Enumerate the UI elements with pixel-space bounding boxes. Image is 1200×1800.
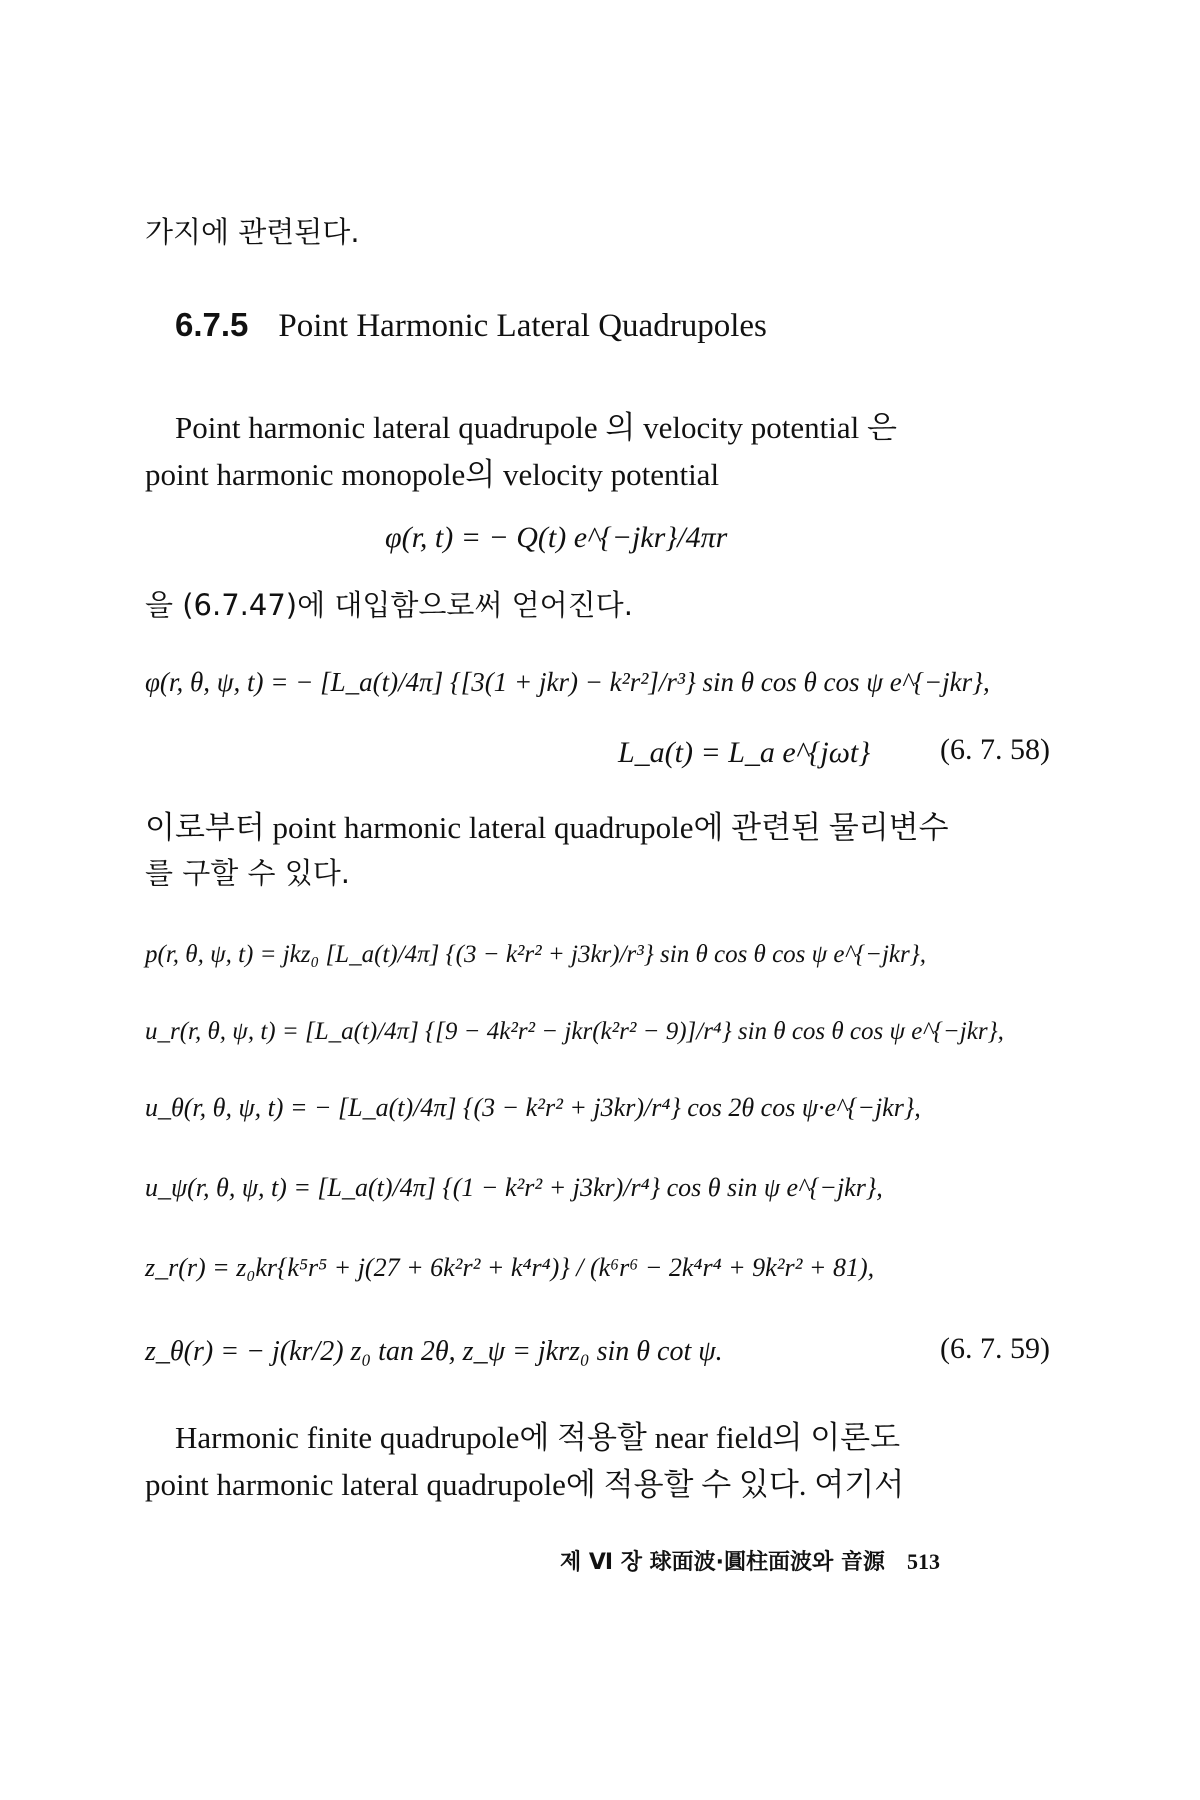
section-number: 6.7.5 — [175, 306, 249, 343]
equation-radial-velocity: u_r(r, θ, ψ, t) = [L_a(t)/4π] {[9 − 4k²r² − jkr(k²r² − 9)]/r⁴} sin θ cos θ cos ψ e^{−jkr}, — [145, 1018, 1004, 1045]
equation-monopole-potential: φ(r, t) = − Q(t) e^{−jkr}/4πr — [385, 521, 728, 554]
equation-source-strength: L_a(t) = L_a e^{jωt} — [618, 736, 871, 769]
equation-number: (6. 7. 59) — [940, 1332, 1050, 1365]
section-title: Point Harmonic Lateral Quadrupoles — [278, 308, 767, 344]
equation-psi-velocity: u_ψ(r, θ, ψ, t) = [L_a(t)/4π] {(1 − k²r² + j3kr)/r⁴} cos θ sin ψ e^{−jkr}, — [145, 1173, 883, 1202]
equation-radial-impedance: z_r(r) = z₀kr{k⁵r⁵ + j(27 + 6k²r² + k⁴r⁴)} / (k⁶r⁶ − 2k⁴r⁴ + 9k²r² + 81), — [145, 1253, 875, 1282]
section-heading — [175, 305, 767, 346]
paragraph-line: point harmonic monopole의 velocity potential — [145, 457, 720, 492]
paragraph-line: point harmonic lateral quadrupole에 적용할 수 있다. 여기서 — [145, 1467, 905, 1502]
text-line-top: 가지에 관련된다. — [145, 215, 360, 249]
equation-angular-impedances: z_θ(r) = − j(kr/2) z₀ tan 2θ, z_ψ = jkrz₀ sin θ cot ψ. — [145, 1336, 723, 1367]
paragraph-line: Harmonic finite quadrupole에 적용할 near field의 이론도 — [175, 1420, 901, 1455]
running-footer-chapter: 제 Ⅵ 장 球面波·圓柱面波와 音源 — [560, 1550, 885, 1575]
equation-number: (6. 7. 58) — [940, 733, 1050, 766]
equation-pressure: p(r, θ, ψ, t) = jkz₀ [L_a(t)/4π] {(3 − k²r² + j3kr)/r³} sin θ cos θ cos ψ e^{−jkr}, — [145, 941, 926, 968]
paragraph-line: 이로부터 point harmonic lateral quadrupole에 관련된 물리변수 — [145, 810, 949, 845]
paragraph-line: 를 구할 수 있다. — [145, 856, 350, 890]
page-footer — [560, 1545, 940, 1576]
paragraph-line: 을 (6.7.47)에 대입함으로써 얻어진다. — [145, 588, 633, 622]
paragraph-line: Point harmonic lateral quadrupole 의 velocity potential 은 — [175, 410, 897, 445]
equation-quadrupole-potential: φ(r, θ, ψ, t) = − [L_a(t)/4π] {[3(1 + jkr) − k²r²]/r³} sin θ cos θ cos ψ e^{−jkr}, — [145, 667, 990, 697]
page-number: 513 — [906, 1549, 940, 1574]
equation-theta-velocity: u_θ(r, θ, ψ, t) = − [L_a(t)/4π] {(3 − k²r² + j3kr)/r⁴} cos 2θ cos ψ·e^{−jkr}, — [145, 1093, 921, 1122]
